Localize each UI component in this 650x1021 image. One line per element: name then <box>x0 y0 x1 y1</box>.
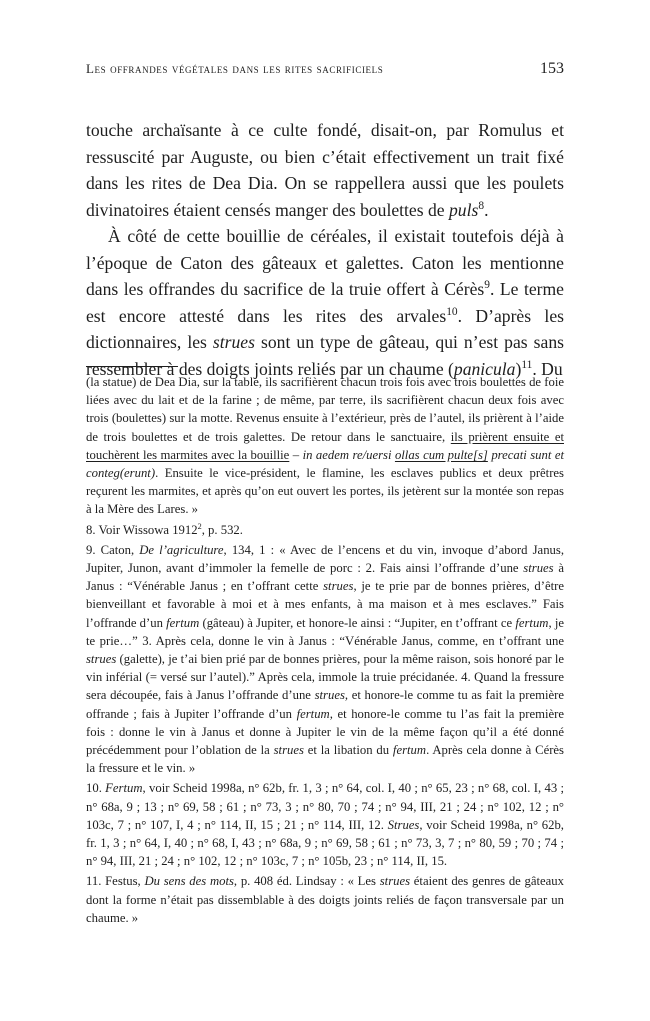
footnote-ref-11: 11 <box>521 358 533 371</box>
paragraph-1: touche archaïsante à ce culte fondé, disait-on, par Romulus et ressuscité par Auguste, ou bien c’était effectivement un trait fixé dans les rites de Dea Dia. On se rappellera aussi que les poulets divinatoires étaient censés manger des boulettes de puls$^8$. <box>86 120 564 220</box>
paragraph-2: À côté de cette bouillie de céréales, il existait toutefois déjà à l’époque de Caton des gâteaux et galettes. Caton les mentionne dans les offrandes du sacrifice de la truie offert à Cérès$^9$. Le terme est encore attesté dans les rites des arvales$^{10}$. D’après les dictionnaires, les strues sont un type de gâteau, qui n’est pas sans ressembler à des doigts joints reliés par un chaume (panicula)$^{11}$. Du <box>86 226 564 379</box>
footnote-number: 10. <box>86 781 102 796</box>
page-number: 153 <box>540 60 564 77</box>
footnote-8: 8. Voir Wissowa 1912$^2$, p. 532. <box>86 521 243 537</box>
running-head <box>86 60 564 78</box>
footnote-continued: (la statue) de Dea Dia, sur la table, ils sacrifièrent chacun trois fois avec trois boulettes de foie liées avec du lait et de la farine ; de même, par terre, ils sacrifièrent chacun deux fois avec trois (boulettes) sur la motte. Revenus ensuite à l’extérieur, près de l’autel, ils prièrent à l’aide de trois boulettes et de trois galettes. De retour dans le sanctuaire, ils prièrent ensuite et touchèrent les marmites avec la bouillie – in aedem re/uersi ollas cum pulte[s] precati sunt et conteg(erunt). Ensuite le vice-président, le flamine, les esclaves publics et deux prêtres reçurent les marmites, et après qu’on eut ouvert les portes, ils jetèrent sur la montée son repas à la Mère des Lares. » <box>86 375 565 517</box>
body-text <box>86 117 564 382</box>
footnote-number: 9. <box>86 542 96 557</box>
footnote-ref-10: 10 <box>446 305 458 318</box>
footnote-11: 11. Festus, Du sens des mots, p. 408 éd. Lindsay : « Les strues étaient des genres de gâteaux dont la forme n’était pas dissemblable à des doigts joints reliés de façon transversale par un chaume. » <box>86 874 564 925</box>
footnote-rule <box>86 366 178 367</box>
footnote-number: 8. <box>86 522 96 537</box>
footnotes <box>86 373 564 929</box>
footnote-ref-8: 8 <box>478 199 485 212</box>
footnote-ref-9: 9 <box>484 279 490 292</box>
footnote-9: 9. Caton, De l’agriculture, 134, 1 : « Avec de l’encens et du vin, invoque d’abord Janus, Jupiter, Junon, avant d’immoler la femelle de porc : 2. Fais ainsi l’offrande d’une strues à Janus : “Vénérable Janus ; en t’offrant cette strues, je te prie par de bonnes prières, d’être bienveillant et favorable à moi et à mes enfants, à ma maison et à mes esclaves.” Fais l’offrande d’un fertum (gâteau) à Jupiter, et honore-le ainsi : “Jupiter, en t’offrant ce fertum, je te prie…” 3. Après cela, donne le vin à Janus : “Vénérable Janus, comme, en t’offrant une strues (galette), je t’ai bien prié par de bonnes prières, pour la même raison, sois honoré par le vin inférial (= versé sur l’autel).” Après cela, immole la truie précidanée. 4. Quand la fressure sera découpée, fais à Janus l’offrande d’une strues, et honore-le comme tu as fait la première offrande ; fais à Jupiter l’offrande d’un fertum, et honore-le comme tu l’as fait la première fois : donne le vin à Janus et donne à Jupiter le vin de la même façon qu’il a été donné précédemment pour l’oblation de la strues et la libation du fertum. Après cela donne à Cérès la fressure et le vin. » <box>86 542 564 776</box>
running-title: Les offrandes végétales dans les rites sacrificiels <box>86 61 384 76</box>
footnote-10: 10. Fertum, voir Scheid 1998a, n° 62b, fr. 1, 3 ; n° 64, col. I, 40 ; n° 65, 23 ; n° 68, col. I, 43 ; n° 68a, 9 ; 13 ; n° 69, 58 ; 61 ; n° 73, 3 ; n° 80, 70 ; 74 ; n° 94, III, 21 ; 24 ; n° 102, 12 ; n° 103c, 7 ; n° 107, I, 4 ; n° 114, II, 15 ; 21 ; n° 114, III, 12. Strues, voir Scheid 1998a, n° 62b, fr. 1, 3 ; n° 64, I, 40 ; n° 68, I, 43 ; n° 68a, 9 ; n° 69, 58 ; 61 ; n° 73, 3, 7 ; n° 80, 59 ; 70 ; 74 ; n° 94, III, 21 ; 24 ; n° 102, 12 ; n° 103c, 7 ; n° 105b, 23 ; n° 114, II, 15. <box>86 781 564 869</box>
footnote-number: 11. <box>86 874 102 889</box>
